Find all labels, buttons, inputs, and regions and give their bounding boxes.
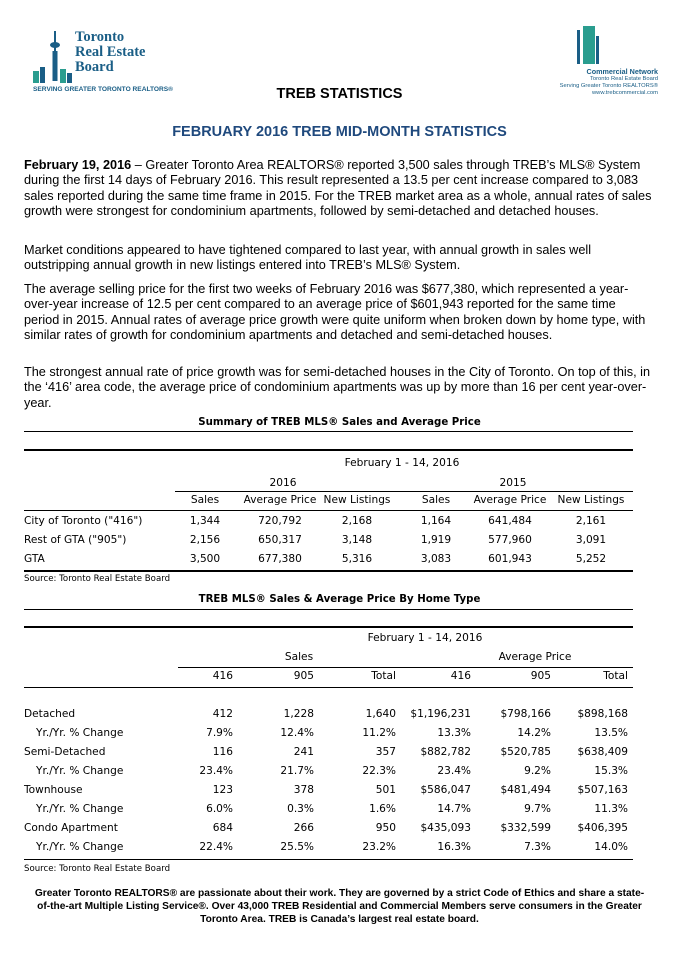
table-rule (24, 859, 633, 860)
change-row-label: Yr./Yr. % Change (36, 841, 124, 853)
table-cell: 14.2% (517, 727, 551, 739)
table-cell: 1.6% (369, 803, 396, 815)
table-cell: 2,168 (341, 515, 373, 527)
column-header: 416 (212, 670, 233, 682)
table-cell: $507,163 (577, 784, 628, 796)
table-rule (24, 431, 633, 432)
table-cell: 14.7% (437, 803, 471, 815)
intro-text: – Greater Toronto Area REALTORS® reported 3,500 sales through TREB’s MLS® System during the first 14 days of February 2016. This result represented a 13.5 per cent increase compared to 3,083 sales reported during the same time frame in 2015. For the TREB market area as a whole, annual rates of sales growth were strongest for condominium apartments, followed by semi-detached and detached houses. (24, 158, 652, 218)
table-cell: 378 (293, 784, 314, 796)
table-rule (24, 570, 633, 572)
column-header: Total (603, 670, 628, 682)
table-cell: 14.0% (594, 841, 628, 853)
table-source: Source: Toronto Real Estate Board (24, 864, 171, 874)
column-header: New Listings (557, 494, 625, 506)
table-cell: 123 (212, 784, 233, 796)
table-rule (24, 687, 633, 688)
table-cell: 7.3% (524, 841, 551, 853)
table-cell: $882,782 (420, 746, 471, 758)
home-type-label: Condo Apartment (24, 822, 118, 834)
table-cell: 650,317 (258, 534, 302, 546)
commercial-network-line: Toronto Real Estate Board (590, 76, 658, 82)
table-cell: 2,161 (575, 515, 607, 527)
press-date: February 19, 2016 (24, 158, 132, 172)
row-label: GTA (24, 553, 45, 565)
table-cell: 12.4% (280, 727, 314, 739)
table-cell: $435,093 (420, 822, 471, 834)
table-cell: 357 (375, 746, 396, 758)
table-cell: $332,599 (500, 822, 551, 834)
skyline-icon (33, 65, 73, 83)
table-cell: $638,409 (577, 746, 628, 758)
table-cell: 641,484 (488, 515, 532, 527)
summary-table-title: Summary of TREB MLS® Sales and Average Price (198, 417, 481, 428)
table-cell: 3,091 (575, 534, 607, 546)
commercial-building-icon (577, 26, 599, 64)
table-cell: 13.3% (437, 727, 471, 739)
table-cell: 5,252 (575, 553, 607, 565)
year-header: 2015 (499, 477, 527, 489)
column-header: Sales (421, 494, 451, 506)
commercial-network-line: Serving Greater Toronto REALTORS® (559, 82, 658, 89)
treb-tagline: SERVING GREATER TORONTO REALTORS® (33, 86, 174, 93)
table-cell: 1,919 (420, 534, 452, 546)
table-cell: 6.0% (206, 803, 233, 815)
table-cell: 3,083 (420, 553, 452, 565)
table-cell: 0.3% (287, 803, 314, 815)
table-cell: 22.4% (199, 841, 233, 853)
column-header: 905 (530, 670, 551, 682)
home-type-label: Townhouse (24, 784, 83, 796)
table-rule (175, 491, 633, 492)
column-header: Average Price (243, 494, 317, 506)
change-row-label: Yr./Yr. % Change (36, 765, 124, 777)
table-cell: 13.5% (594, 727, 628, 739)
table-cell: 720,792 (258, 515, 302, 527)
table-cell: $406,395 (577, 822, 628, 834)
table-cell: 11.2% (362, 727, 396, 739)
home-type-label: Semi-Detached (24, 746, 106, 758)
table-cell: $898,168 (577, 708, 628, 720)
period-label: February 1 - 14, 2016 (344, 457, 460, 469)
table-rule (178, 667, 633, 668)
table-cell: 412 (212, 708, 233, 720)
header-title: TREB STATISTICS (276, 86, 403, 102)
table-cell: 11.3% (594, 803, 628, 815)
table-rule (24, 510, 633, 511)
table-rule (24, 449, 633, 451)
group-header: Sales (284, 651, 314, 663)
table-cell: 23.2% (362, 841, 396, 853)
table-cell: 5,316 (341, 553, 373, 565)
table-cell: $481,494 (500, 784, 551, 796)
footer-disclaimer: Greater Toronto REALTORS® are passionate about their work. They are governed by a strict Code of Ethics and share a state-of-the-art Multiple Listing Service®. Over 43,000 TREB Residential and Commercial Members serve consumers in the Greater Toronto Area. TREB is Canada’s largest real estate board. (34, 888, 645, 925)
home-type-label: Detached (24, 708, 76, 720)
change-row-label: Yr./Yr. % Change (36, 727, 124, 739)
table-cell: 501 (375, 784, 396, 796)
table-cell: 241 (293, 746, 314, 758)
table-cell: 9.7% (524, 803, 551, 815)
group-header: Average Price (498, 651, 572, 663)
table-cell: 1,228 (283, 708, 314, 720)
table-cell: 2,156 (189, 534, 221, 546)
year-header: 2016 (269, 477, 297, 489)
period-label: February 1 - 14, 2016 (367, 632, 483, 644)
column-header: Average Price (473, 494, 547, 506)
table-cell: 950 (375, 822, 396, 834)
paragraph-market: Market conditions appeared to have tightened compared to last year, with annual growth in sales well outstripping annual growth in new listings entered into TREB’s MLS® System. (24, 243, 592, 273)
table-cell: 16.3% (437, 841, 471, 853)
table-cell: 577,960 (488, 534, 532, 546)
table-cell: 116 (212, 746, 233, 758)
table-rule (24, 626, 633, 628)
table-cell: 1,640 (365, 708, 396, 720)
row-label: City of Toronto ("416") (24, 515, 143, 527)
table-cell: 7.9% (206, 727, 233, 739)
table-cell: 9.2% (524, 765, 551, 777)
document-title: FEBRUARY 2016 TREB MID-MONTH STATISTICS (172, 124, 507, 140)
table-cell: $586,047 (420, 784, 471, 796)
commercial-network-title: Commercial Network (586, 67, 658, 76)
treb-wordmark: Toronto Real Estate Board (75, 29, 146, 75)
table-cell: 23.4% (199, 765, 233, 777)
table-cell: $798,166 (500, 708, 551, 720)
column-header: Total (371, 670, 396, 682)
table-source: Source: Toronto Real Estate Board (24, 574, 171, 584)
table-cell: 15.3% (594, 765, 628, 777)
paragraph-intro (24, 158, 652, 219)
column-header: New Listings (323, 494, 391, 506)
column-header: 416 (450, 670, 471, 682)
commercial-network-url: www.trebcommercial.com (591, 89, 658, 96)
home-type-table-title: TREB MLS® Sales & Average Price By Home Type (198, 594, 481, 605)
column-header: Sales (190, 494, 220, 506)
table-cell: 3,148 (341, 534, 373, 546)
table-rule (24, 609, 633, 610)
paragraph-price: The average selling price for the first two weeks of February 2016 was $677,380, which represented a year-over-year increase of 12.5 per cent compared to an average price of $601,943 reported for the same time period in 2015. Annual rates of average price growth were quite uniform when broken down by home type, with similar rates of growth for condominium apartments and detached and semi-detached houses. (24, 282, 646, 342)
table-cell: 1,164 (420, 515, 452, 527)
table-cell: $1,196,231 (410, 708, 471, 720)
table-cell: 25.5% (280, 841, 314, 853)
table-cell: 3,500 (189, 553, 221, 565)
table-cell: 684 (212, 822, 233, 834)
table-cell: $520,785 (500, 746, 551, 758)
table-cell: 21.7% (280, 765, 314, 777)
table-cell: 1,344 (189, 515, 221, 527)
row-label: Rest of GTA ("905") (24, 534, 127, 546)
table-cell: 601,943 (488, 553, 532, 565)
table-cell: 23.4% (437, 765, 471, 777)
table-cell: 266 (293, 822, 314, 834)
column-header: 905 (293, 670, 314, 682)
table-cell: 677,380 (258, 553, 302, 565)
change-row-label: Yr./Yr. % Change (36, 803, 124, 815)
table-cell: 22.3% (362, 765, 396, 777)
paragraph-growth: The strongest annual rate of price growth was for semi-detached houses in the City of Toronto. On top of this, in the ‘416’ area code, the average price of condominium apartments was up by more than 16 per cent year-over-year. (24, 365, 651, 410)
